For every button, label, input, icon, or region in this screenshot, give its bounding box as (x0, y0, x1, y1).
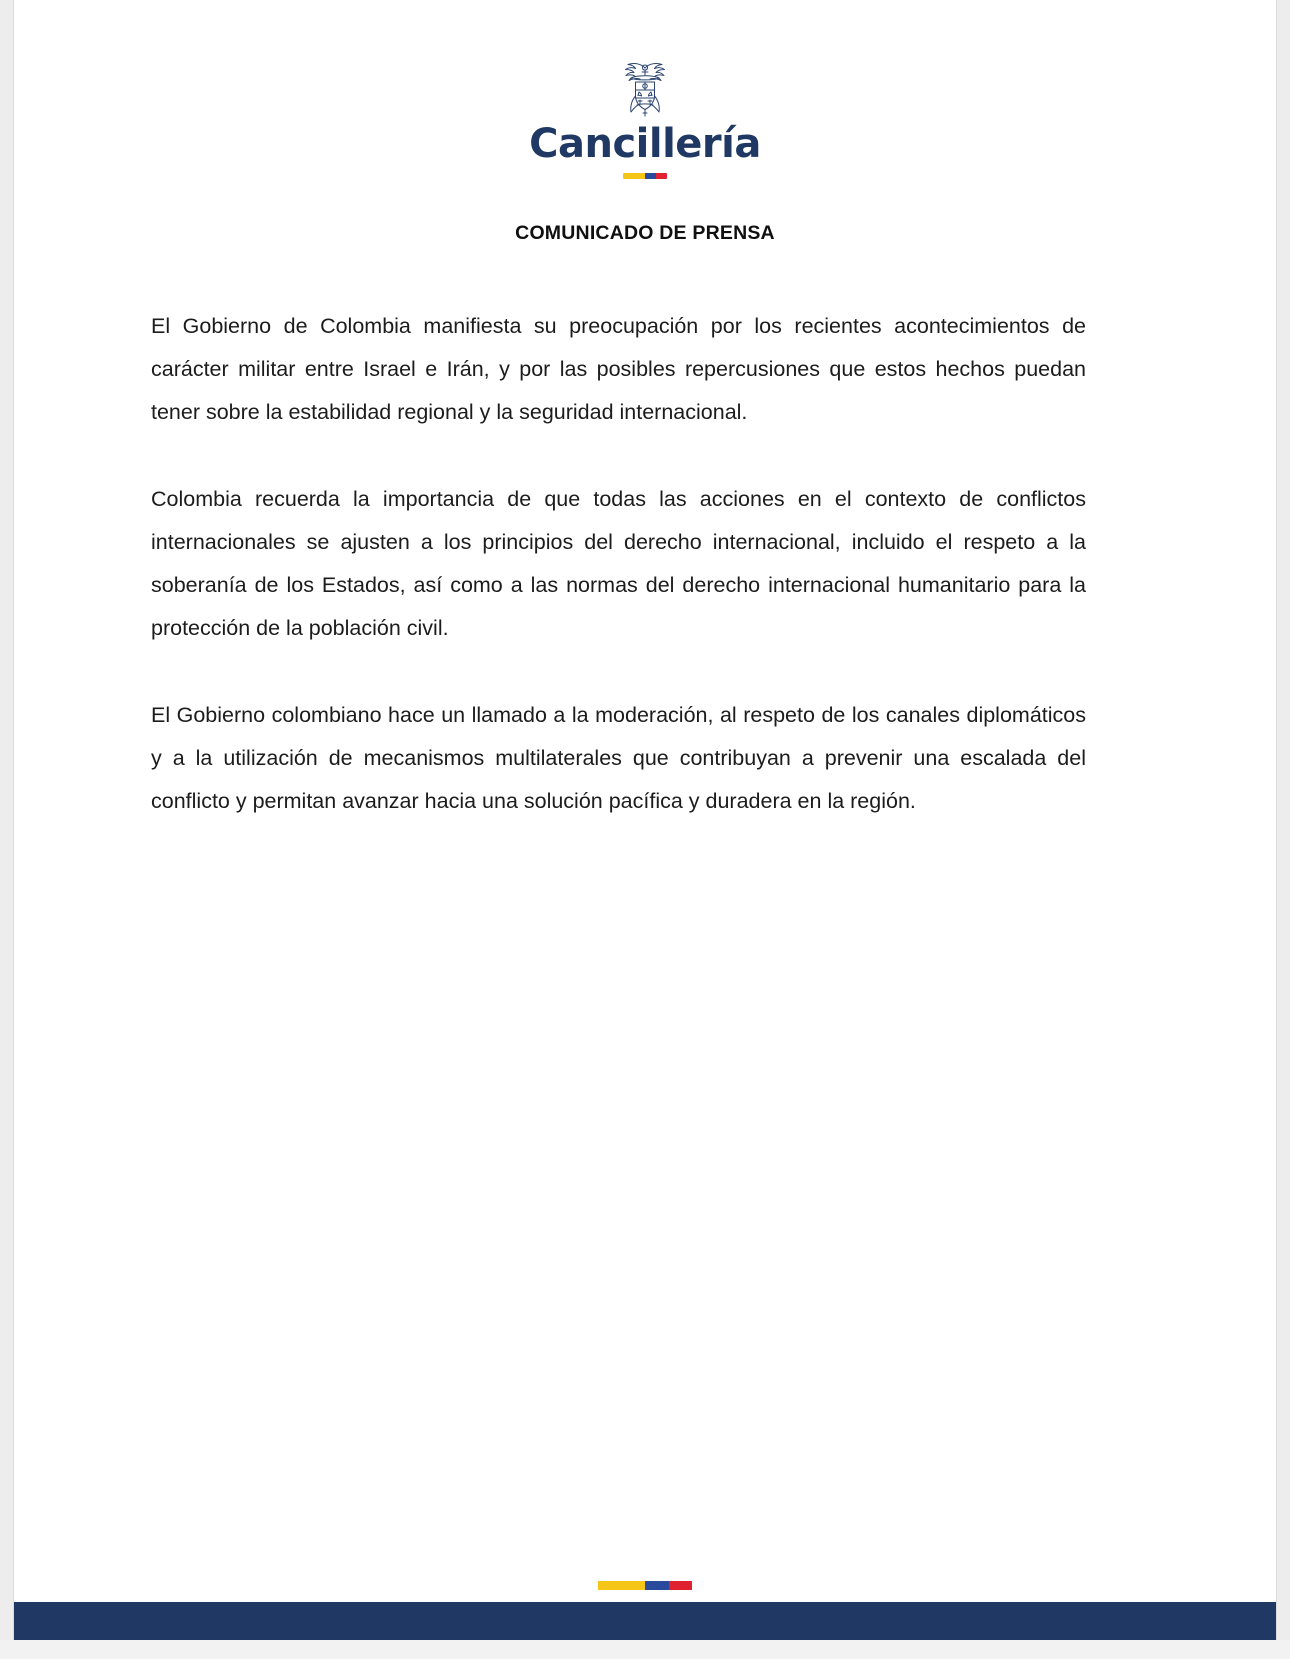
flag-stripe-red (669, 1581, 693, 1590)
paragraph: El Gobierno de Colombia manifiesta su preocupación por los recientes acontecimientos de carácter militar entre Israel e Irán, y por las posibles repercusiones que estos hechos puedan tener sobre la estabilidad regional y la seguridad internacional. (151, 314, 1086, 424)
colombia-flag-bar-icon (598, 1581, 692, 1590)
page-bottom-margin (0, 1640, 1290, 1659)
flag-stripe-blue (645, 173, 656, 179)
page-left-margin (0, 0, 14, 1659)
paragraph: Colombia recuerda la importancia de que todas las acciones en el contexto de conflictos internacionales se ajusten a los principios del derecho internacional, incluido el respeto a la soberanía de los Estados, así como a las normas del derecho internacional humanitario para la protección de la población civil. (151, 487, 1086, 640)
flag-stripe-yellow (623, 173, 645, 179)
organization-name: Cancillería (529, 121, 761, 167)
page-right-margin (1276, 0, 1290, 1659)
colombia-coat-of-arms-icon (620, 60, 670, 118)
colombia-flag-bar-icon (623, 173, 667, 179)
paragraph: El Gobierno colombiano hace un llamado a la moderación, al respeto de los canales diplomáticos y a la utilización de mecanismos multilaterales que contribuyan a prevenir una escalada del conflicto y permitan avanzar hacia una solución pacífica y duradera en la región. (151, 703, 1086, 813)
footer-flag-decoration (14, 1581, 1276, 1590)
page-title: COMUNICADO DE PRENSA (515, 222, 775, 244)
header-logo (14, 60, 1276, 179)
flag-stripe-blue (645, 1581, 669, 1590)
footer-band (14, 1602, 1276, 1640)
document-body (151, 305, 1086, 823)
flag-stripe-red (656, 173, 667, 179)
document-page (14, 0, 1276, 1640)
flag-stripe-yellow (598, 1581, 645, 1590)
